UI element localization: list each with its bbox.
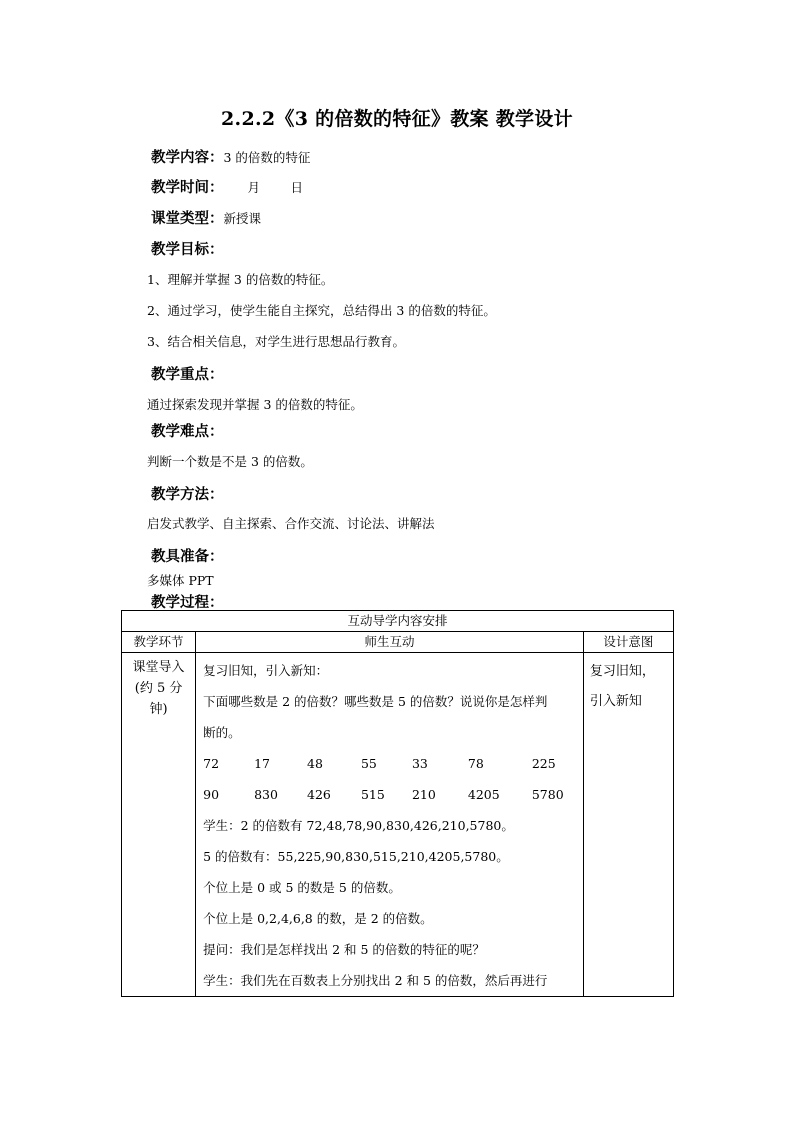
text-line: 个位上是 0,2,4,6,8 的数，是 2 的倍数。 [203, 911, 433, 926]
header-interaction: 师生互动 [196, 632, 584, 653]
goals-label: 教学目标： [151, 241, 224, 258]
time-label: 教学时间： [151, 179, 224, 196]
stage-cell [122, 653, 196, 997]
header-stage: 教学环节 [122, 632, 196, 653]
content-row [151, 146, 310, 167]
intent-line: 引入新知 [589, 694, 642, 709]
document-title: 2.2.2《3 的倍数的特征》教案 教学设计 [221, 108, 573, 130]
table-caption: 互动导学内容安排 [122, 611, 674, 632]
number: 4205 [467, 787, 500, 802]
stage-line: 课堂导入 [132, 660, 185, 675]
number: 90 [203, 787, 220, 802]
difficulty-label: 教学难点： [151, 423, 224, 440]
stage-line: 钟) [149, 702, 168, 717]
time-value: 月 日 [247, 180, 303, 195]
goal-item: 1、理解并掌握 3 的倍数的特征。 [147, 272, 334, 287]
numbers-row [203, 748, 583, 779]
process-label: 教学过程： [151, 594, 224, 611]
process-table [121, 610, 674, 997]
type-label: 课堂类型： [151, 210, 224, 227]
interaction-cell [196, 653, 584, 997]
number: 48 [307, 756, 323, 771]
number: 225 [531, 756, 556, 771]
content-value: 3 的倍数的特征 [223, 150, 311, 165]
number: 5780 [531, 787, 564, 802]
text-line: 下面哪些数是 2 的倍数？哪些数是 5 的倍数？说说你是怎样判 [203, 694, 548, 709]
number: 830 [254, 787, 278, 802]
key-point-text: 通过探索发现并掌握 3 的倍数的特征。 [147, 397, 363, 412]
key-point-label: 教学重点： [151, 366, 224, 383]
number: 426 [307, 787, 331, 802]
method-label: 教学方法： [151, 486, 224, 503]
time-row [151, 176, 303, 197]
text-line: 个位上是 0 或 5 的数是 5 的倍数。 [203, 880, 401, 895]
numbers-row [203, 779, 583, 810]
difficulty-text: 判断一个数是不是 3 的倍数。 [147, 454, 313, 469]
number: 55 [360, 756, 377, 771]
type-row [151, 207, 261, 228]
type-value: 新授课 [223, 211, 262, 226]
number: 33 [411, 756, 428, 771]
stage-line: (约 5 分 [134, 681, 183, 696]
goal-item: 3、结合相关信息，对学生进行思想品行教育。 [147, 334, 405, 349]
number: 515 [360, 787, 385, 802]
text-line: 提问：我们是怎样找出 2 和 5 的倍数的特征的呢？ [203, 942, 485, 957]
prep-label: 教具准备： [151, 548, 224, 565]
text-line: 5 的倍数有：55,225,90,830,515,210,4205,5780。 [203, 849, 509, 864]
text-line: 复习旧知，引入新知： [203, 663, 329, 678]
method-text: 启发式教学、自主探索、合作交流、讨论法、讲解法 [147, 516, 435, 531]
text-line: 学生：我们先在百数表上分别找出 2 和 5 的倍数，然后再进行 [203, 973, 548, 988]
number: 210 [411, 787, 436, 802]
number: 72 [203, 756, 220, 771]
goal-item: 2、通过学习，使学生能自主探究，总结得出 3 的倍数的特征。 [147, 303, 496, 318]
prep-text: 多媒体 PPT [147, 573, 214, 588]
text-line: 断的。 [203, 725, 241, 740]
number: 17 [254, 756, 270, 771]
text-line: 学生：2 的倍数有 72,48,78,90,830,426,210,5780。 [203, 818, 514, 833]
header-intent: 设计意图 [583, 632, 673, 653]
intent-cell [583, 653, 673, 997]
number: 78 [467, 756, 484, 771]
content-label: 教学内容： [151, 149, 224, 166]
intent-line: 复习旧知， [589, 664, 655, 679]
